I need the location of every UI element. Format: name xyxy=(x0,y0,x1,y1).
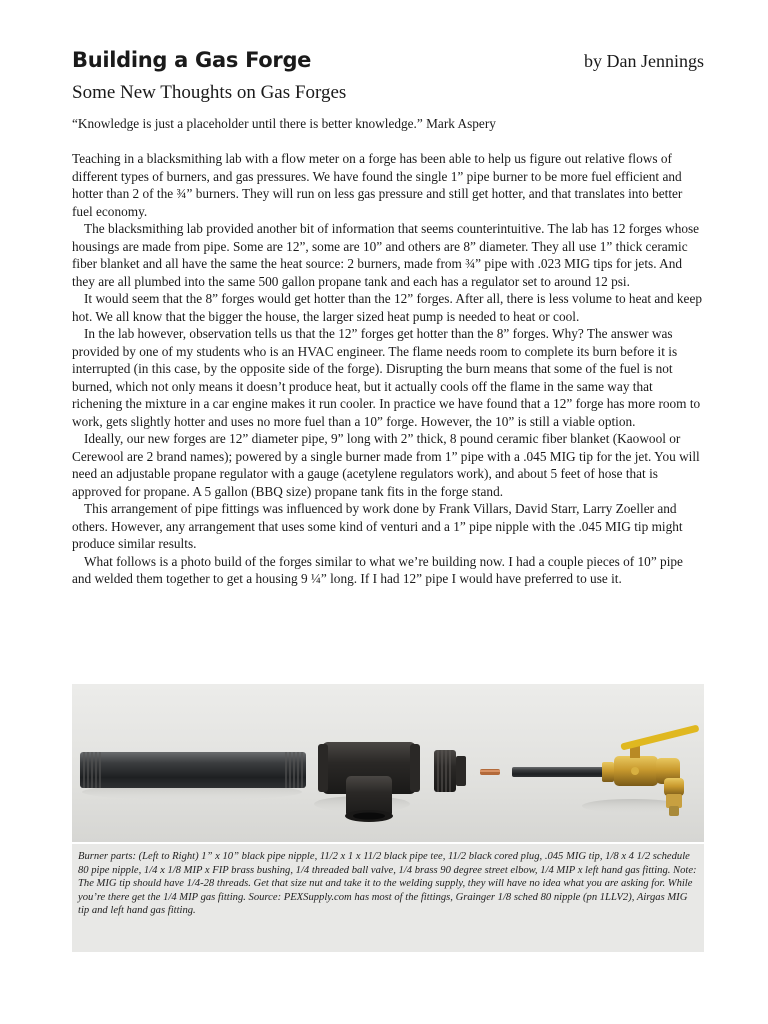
paragraph: Ideally, our new forges are 12” diameter pipe, 9” long with 2” thick, 8 pound ceramic fiber blanket (Kaowool or Cerewool are 2 brand names); powered by a single burner made from 1” pipe with a .045 MIG tip for the jet. You will need an adjustable propane regulator with a gauge (acetylene regulators work), and about 5 feet of hose that is approved for propane. A 5 gallon (BBQ size) propane tank fits in the forge stand. xyxy=(72,431,700,499)
paragraph: Teaching in a blacksmithing lab with a flow meter on a forge has been able to help us figure out relative flows of different types of burners, and gas pressures. We have found the single 1” pipe burner to be more fuel efficient and hotter than 2 of the ¾” burners. They will run on less gas pressure and still get hotter, and that translates into better fuel economy. xyxy=(72,151,683,219)
article-subtitle: Some New Thoughts on Gas Forges xyxy=(72,82,347,103)
black-pipe-nipple xyxy=(80,752,306,788)
schedule-80-pipe-nipple xyxy=(512,767,606,777)
brass-bushing xyxy=(602,762,614,782)
author-byline: by Dan Jennings xyxy=(584,51,704,71)
paragraph: The blacksmithing lab provided another bit of information that seems counterintuitive. The lab has 12 forges whose housings are made from pipe. Some are 12”, some are 10” and others are 8” diameter. They all use 1” thick ceramic fiber blanket and all have the same the heat source: 2 burners, made from ¾” pipe with .023 MIG tips for jets. And they are all plumbed into the same 500 gallon propane tank and each has a regulator set to around 12 psi. xyxy=(72,221,700,289)
mig-tip xyxy=(480,769,500,775)
brass-street-elbow xyxy=(656,758,684,796)
epigraph-quote: “Knowledge is just a placeholder until there is better knowledge.” Mark Aspery xyxy=(72,116,496,131)
burner-parts-illustration xyxy=(72,684,704,842)
article-title: Building a Gas Forge xyxy=(72,48,312,72)
paragraph: It would seem that the 8” forges would get hotter than the 12” forges. After all, there is less volume to heat and keep hot. We all know that the bigger the house, the larger sized heat pump is needed to heat or cool. xyxy=(72,291,703,324)
paragraph: In the lab however, observation tells us that the 12” forges get hotter than the 8” forges. Why? The answer was provided by one of my students who is an HVAC engineer. The flame needs room to complete its burn before it is interrupted (in this case, by the opposite side of the forge). Disrupting the burn means that some of the fuel is not burned, which not only means it doesn’t produce heat, but it actually cools off the flame in the same way that richening the mixture in a car engine makes it run cooler. In practice we have found that a 12” forge has more room to work, gets slightly hotter and uses no more fuel than a 10” forge. However, the 10” is still a viable option. xyxy=(72,326,701,429)
header xyxy=(72,48,704,78)
paragraph: This arrangement of pipe fittings was influenced by work done by Frank Villars, David Starr, Larry Zoeller and others. However, any arrangement that uses some kind of venturi and a 1” pipe nipple with the .045 MIG tip might produce similar results. xyxy=(72,501,683,551)
paragraph: What follows is a photo build of the forges similar to what we’re building now. I had a couple pieces of 10” pipe and welded them together to get a housing 9 ¼” long. If I had 12” pipe I would have preferred to use it. xyxy=(72,553,683,586)
article xyxy=(72,48,704,588)
black-cored-plug xyxy=(434,750,466,792)
left-hand-gas-fitting xyxy=(666,794,682,816)
article-body xyxy=(72,150,704,588)
burner-parts-photo xyxy=(72,684,704,842)
photo-caption: Burner parts: (Left to Right) 1” x 10” black pipe nipple, 11/2 x 1 x 11/2 black pipe tee, 11/2 black cored plug, .045 MIG tip, 1/8 x 4 1/2 schedule 80 pipe nipple, 1/4 x 1/8 MIP x FIP brass bushing, 1/4 threaded ball valve, 1/4 brass 90 degree street elbow, 1/4 MIP x left hand gas fitting. Note: The MIG tip should have 1/4-28 threads. Get that size nut and take it to the welding supply, they will have no idea what you are asking for. While you’re there get the 1/4 MIP gas fitting. Source: PEXSupply.com has most of the fittings, Grainger 1/8 sched 80 nipple (pn 1LLV2), Airgas MIG tip and left hand gas fitting. xyxy=(72,844,704,952)
